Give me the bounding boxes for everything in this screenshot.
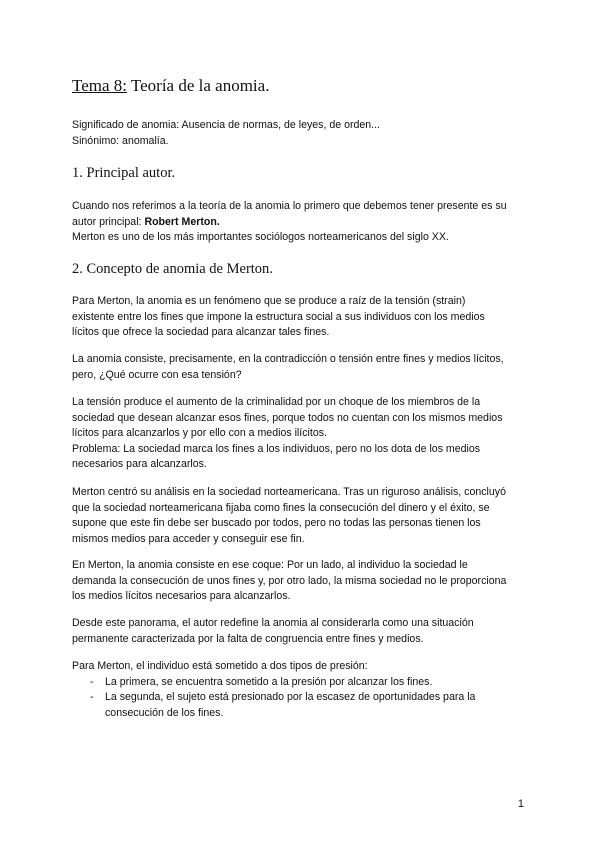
section1-line — [72, 215, 534, 231]
pressure-list — [72, 675, 534, 722]
title-text: Teoría de la anomia. — [126, 76, 270, 95]
pressure-intro: Para Merton, el individuo está sometido a dos tipos de presión: — [72, 660, 368, 672]
bullet-dash: - — [90, 675, 94, 688]
section1-line: Merton es uno de los más importantes sociólogos norteamericanos del siglo XX. — [72, 231, 449, 243]
text-line: Problema: La sociedad marca los fines a los individuos, pero no los dota de los medios — [72, 442, 481, 455]
intro-definition: Significado de anomia: Ausencia de normas, de leyes, de orden... — [72, 119, 380, 131]
list-item — [72, 690, 534, 721]
text-line: necesarios para alcanzarlos. — [72, 458, 207, 470]
title-label: Tema 8: — [72, 76, 127, 95]
list-item-text: La segunda, el sujeto está presionado por la escasez de oportunidades para la consecución de los fines. — [105, 691, 476, 719]
section1-line: Cuando nos referimos a la teoría de la anomia lo primero que debemos tener presente es su — [72, 200, 507, 212]
author-name: Robert Merton. — [144, 215, 220, 228]
text-line: sociedad que desean alcanzar esos fines, porque todos no cuentan con los mismos medios — [72, 411, 503, 424]
page-number: 1 — [517, 798, 524, 810]
text-line: demanda la consecución de unos fines y, por otro lado, la misma sociedad no le proporciona — [72, 574, 507, 587]
text-line: pero, ¿Qué ocurre con esa tensión? — [72, 368, 242, 381]
pressure-block — [72, 659, 534, 721]
paragraph-1 — [72, 294, 534, 341]
paragraph-3 — [72, 395, 534, 473]
bullet-dash: - — [90, 691, 94, 703]
text-line: Para Merton, la anomia es un fenómeno que se produce a raíz de la tensión (strain) — [72, 295, 466, 307]
paragraph-6 — [72, 616, 534, 647]
section1-paragraph — [72, 199, 534, 246]
list-item — [72, 675, 534, 691]
text-line: Desde este panorama, el autor redefine la anomia al considerarla como una situación — [72, 617, 474, 629]
text-line: permanente caracterizada por la falta de congruencia entre fines y medios. — [72, 632, 424, 645]
text-line: lícitos que ofrece la sociedad para alcanzar tales fines. — [72, 326, 330, 338]
paragraph-4 — [72, 485, 534, 547]
intro-synonym: Sinónimo: anomalía. — [72, 134, 169, 147]
text-line: lícitos para alcanzarlos y por ello con a medios ilícitos. — [72, 427, 327, 439]
text-line: En Merton, la anomia consiste en ese coque: Por un lado, al individuo la sociedad le — [72, 559, 468, 571]
text-line: mismos medios para acceder y conseguir ese fin. — [72, 532, 305, 545]
text-line: los medios lícitos necesarios para alcanzarlos. — [72, 590, 291, 602]
page-title — [72, 76, 269, 96]
text-line: supone que este fin debe ser buscado por todos, pero no todas las personas tienen los — [72, 517, 481, 529]
text-line: La tensión produce el aumento de la criminalidad por un choque de los miembros de la — [72, 396, 481, 408]
text-line: que la sociedad norteamericana fijaba como fines la consecución del dinero y el éxito, se — [72, 501, 490, 514]
paragraph-2 — [72, 352, 534, 383]
section1-heading: 1. Principal autor. — [72, 165, 176, 181]
author-prefix: autor principal: — [72, 215, 145, 228]
section2-heading: 2. Concepto de anomia de Merton. — [72, 261, 273, 277]
text-line: La anomia consiste, precisamente, en la contradicción o tensión entre fines y medios lícitos, — [72, 353, 504, 365]
list-item-text: La primera, se encuentra sometido a la presión por alcanzar los fines. — [105, 675, 433, 688]
intro-block — [72, 118, 534, 149]
text-line: Merton centró su análisis en la sociedad norteamericana. Tras un riguroso análisis, concluyó — [72, 486, 506, 498]
paragraph-5 — [72, 558, 534, 605]
text-line: existente entre los fines que impone la estructura social a sus individuos con los medios — [72, 310, 485, 323]
